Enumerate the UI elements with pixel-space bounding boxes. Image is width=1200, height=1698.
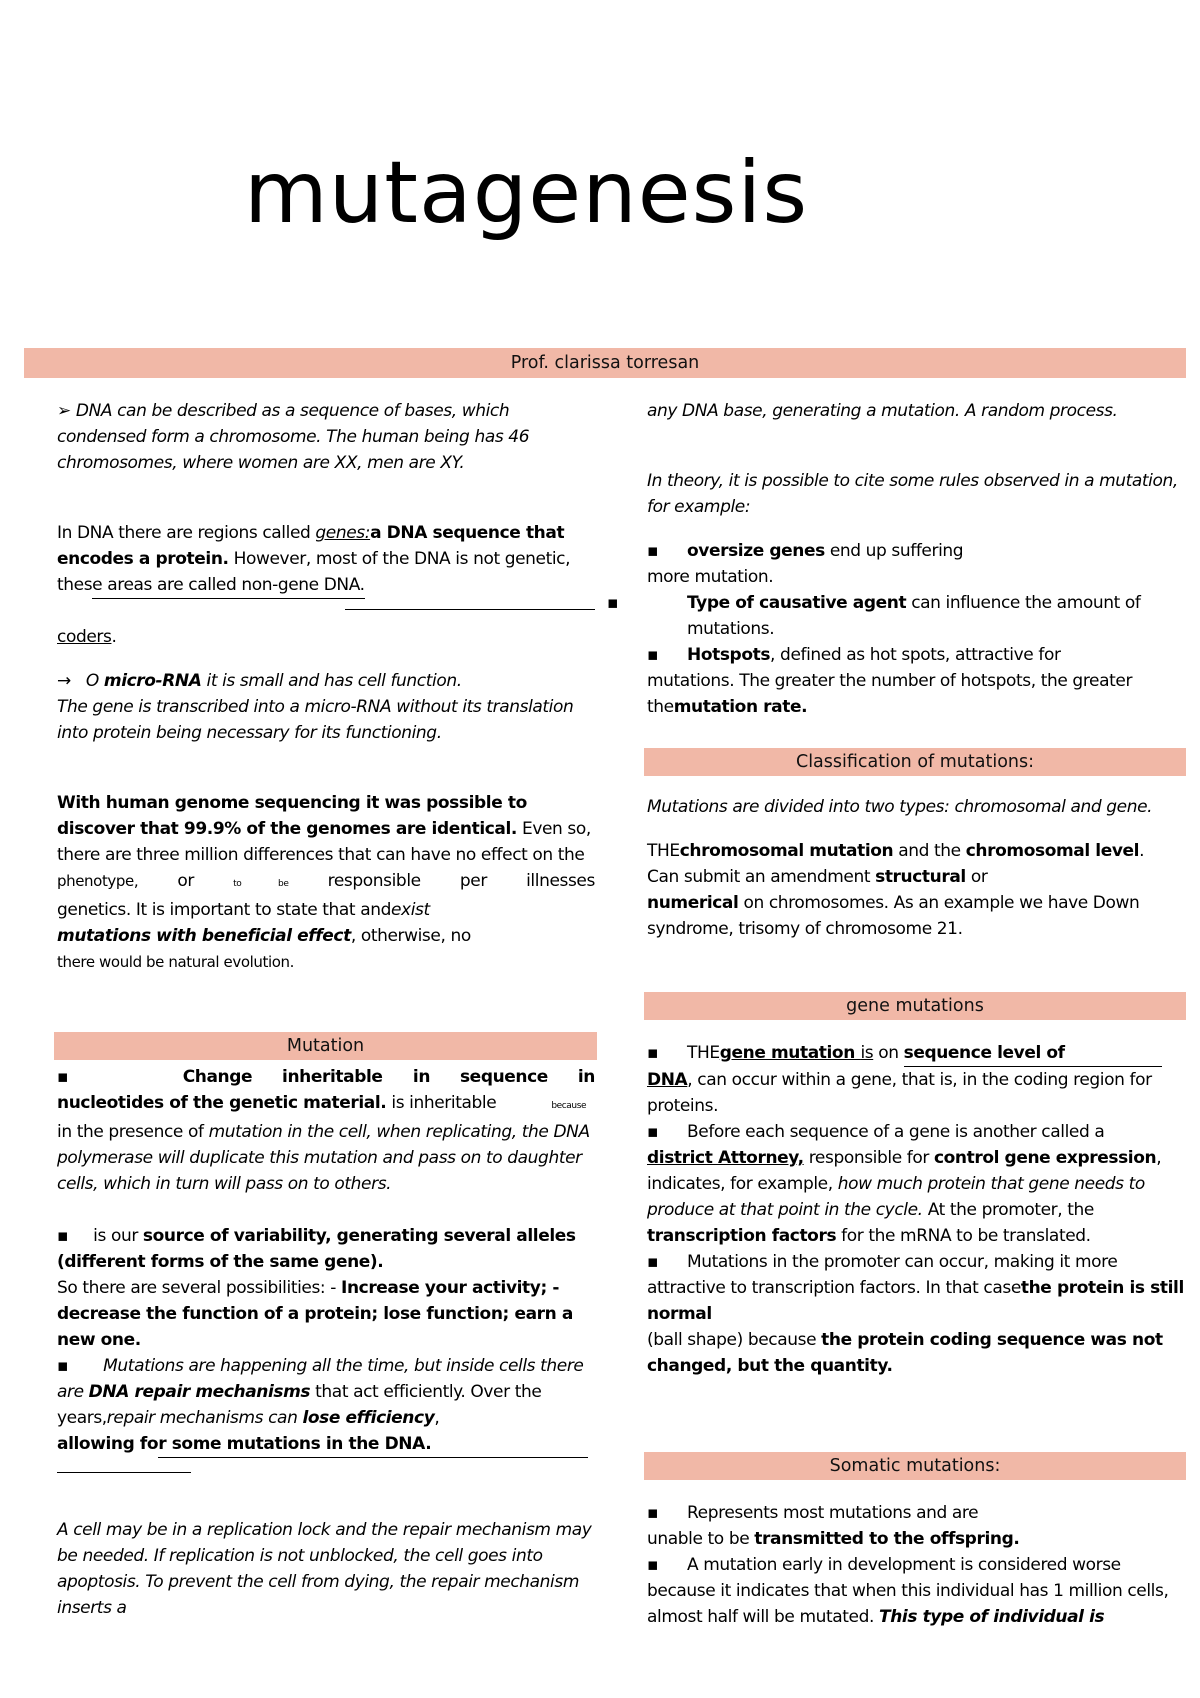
down-syndrome-text: on chromosomes. As an example we have Down syndrome, trisomy of chromosome 21. [647,893,1140,939]
dna-word: DNA [647,1070,688,1090]
some-mutations-text: r some mutations in the DNA. [158,1431,588,1458]
coders-dot: . [111,627,117,647]
genes-term: genes: [315,523,371,543]
repair-mechanisms-bold: DNA repair mechanisms [88,1382,311,1402]
unable-text: unable to be [647,1529,755,1549]
right-column [607,398,1185,720]
sequence-level-bold: sequence level of [904,1040,1162,1067]
represents-text: Represents most mutations and are [687,1503,979,1523]
before-sequence-text: Before each sequence of a gene is another called a [687,1122,1105,1142]
rule-bullet-1 [647,538,1185,590]
classification-band: Classification of mutations: [644,748,1186,776]
micro-rna-term: micro-RNA [103,671,202,691]
genes-text-a: In DNA there are regions called [57,523,316,543]
dna-intro-paragraph [57,398,595,476]
coding-sequence-bold: the protein coding sequence was not changed, but the quantity. [647,1330,1163,1376]
change-word: Change [182,1067,253,1087]
rule-bullet-2 [607,590,1185,642]
left-column-mutation [57,1064,595,1621]
somatic-mutations-band: Somatic mutations: [644,1452,1186,1480]
genes-text-d: e areas are called non-gene DNA. [92,572,365,599]
genome-justified-line [57,868,595,897]
gene-bullet-2 [647,1119,1185,1249]
the-prefix: THE [647,841,680,861]
coding-region-text: , can occur within a gene, that is, in the coding region for proteins. [647,1070,1152,1116]
inheritable-text: is inheritable [386,1093,497,1113]
mrna-text: for the mRNA to be translated. [836,1226,1091,1246]
mutation-band: Mutation [54,1032,597,1060]
mutation-bullet-3 [57,1353,595,1458]
square-bullet-icon: ▪ [607,593,619,613]
type-of-individual-bold: This type of individual is [879,1607,1105,1627]
comma: , [434,1408,440,1428]
genes-text-c: However, most of the DNA is not genetic, thes [57,549,571,595]
repair-text-b: that act efficiently. Over the years, [57,1382,542,1428]
gene-mutations-band: gene mutations [644,992,1186,1020]
chromosomal-level-bold: chromosomal level [965,841,1140,861]
replication-text: mutation in the cell, when replicating, the DNA polymerase will duplicate this mutation and pass on to daughter cells, which in turn will pass on to others. [57,1122,590,1194]
or-text: or [965,867,988,887]
rules-paragraph [647,468,1185,520]
and-the-text: and the [893,841,966,861]
responsible-word: responsible [327,871,421,891]
somatic-bullet-2 [647,1552,1185,1630]
rule-bullet-3 [647,642,1185,720]
square-bullet-icon: ▪ [647,1503,659,1523]
genome-paragraph [57,790,595,868]
causative-agent-text: can influence the amount of mutations. [687,593,1141,639]
square-bullet-icon: ▪ [647,541,659,561]
offspring-bold: transmitted to the offspring. [754,1529,1020,1549]
in-word: in [577,1067,595,1087]
right-column-somatic [647,1500,1185,1630]
sequence-word: sequence [459,1067,548,1087]
phenotype-word: phenotype, [57,872,139,890]
per-word: per [459,871,487,891]
possibilities-text: So there are several possibilities: - [57,1278,342,1298]
random-process-paragraph [647,398,1185,424]
ball-shape-text: (ball shape) because [647,1330,822,1350]
coders-term: coders [57,627,112,647]
square-bullet-icon: ▪ [647,1555,659,1575]
short-rule [57,1458,191,1473]
mutation-rate-bold: mutation rate. [673,697,808,717]
oversize-text-b: more mutation. [647,567,774,587]
variability-text: is our [93,1226,143,1246]
gene-mutation-bold: gene mutation [719,1043,861,1063]
oversize-text-a: end up suffering [824,541,964,561]
left-column [57,398,595,975]
square-bullet-icon: ▪ [57,1226,69,1246]
exist-word: exist [391,900,430,920]
genome-text-a: Even so, there are three million differences that can have no effect on the [57,819,591,865]
variability-bold: source of variability, generating several alleles (different forms of the same gene). [57,1226,576,1272]
genes-paragraph [57,520,595,599]
structural-bold: structural [875,867,966,887]
indicates-text: , indicates, for example, [647,1148,1162,1194]
is-word: is [860,1043,874,1063]
hotspots-text-a: , defined as hot spots, attractive for [770,645,1061,665]
page-title: mutagenesis [244,143,809,243]
early-development-text: A mutation early in development is considered worse because it indicates that when this individual has 1 million cells, almost half will be mutated. [647,1555,1169,1627]
right-arrow-icon: → [57,671,71,691]
underline-rule [345,599,595,610]
possibilities-bold: Increase your activity; - decrease the function of a protein; lose function; earn a new one. [57,1278,573,1350]
replication-lock-paragraph [57,1517,595,1621]
coders-paragraph [57,624,595,650]
nucleotides-bold: nucleotides of the genetic material. [57,1093,387,1113]
inheritable-word: inheritable in [282,1067,431,1087]
rules-text: In theory, it is possible to cite some rules observed in a mutation, for example: [647,471,1178,517]
types-text: Mutations are divided into two types: chromosomal and gene. [647,797,1153,817]
protein-normal-bold: the protein is still normal [647,1278,1184,1324]
promoter-text: At the promoter, the [922,1200,1094,1220]
responsible-text: responsible for [803,1148,934,1168]
mutation-bullet-1 [57,1090,595,1197]
micro-rna-text-a: O [85,671,104,691]
oversize-genes-bold: oversize genes [687,541,825,561]
square-bullet-icon: ▪ [647,1122,659,1142]
dna-intro-text: DNA can be described as a sequence of bases, which condensed form a chromosome. The human being has 46 chromosomes, where women are XX, men are XY. [57,401,530,473]
repair-text-c: repair mechanisms can [106,1408,303,1428]
square-bullet-icon: ▪ [647,645,659,665]
chromosomal-paragraph [647,838,1185,942]
hotspots-text-b: mutations. The greater the number of hotspots, the greater the [647,671,1133,717]
on-word: on [873,1043,904,1063]
to-be-word: to be [233,879,289,889]
mutation-bullet-2 [57,1223,595,1353]
presence-text: in the presence of [57,1122,209,1142]
period: . [1139,841,1145,861]
micro-rna-text-d: The gene is transcribed into a micro-RNA without its translation into protein being necessary for its functioning. [57,697,574,743]
genome-bold: With human genome sequencing it was possible to discover that 99.9% of the genomes are identical. [57,793,527,839]
author-band: Prof. clarissa torresan [24,348,1186,378]
right-column-classification [647,794,1185,942]
genes-definition: a DNA sequence that encodes a protein. [57,523,565,569]
gene-bullet-3 [647,1249,1185,1379]
transcription-factors-bold: transcription factors [647,1226,837,1246]
hotspots-bold: Hotspots [687,645,771,665]
or-word: or [177,871,194,891]
the-prefix: THE [687,1043,720,1063]
genome-paragraph-cont [57,897,595,975]
how-much-protein-text: how much protein that gene needs to produce at that point in the cycle. [647,1174,1145,1220]
amendment-text: Can submit an amendment [647,867,876,887]
genome-text-d: there would be natural evolution. [57,953,295,971]
genome-text-c: , otherwise, no [350,926,471,946]
district-attorney-bold: district Attorney, [647,1148,804,1168]
micro-rna-text-c: it is small and has cell function. [201,671,462,691]
causative-agent-bold: Type of causative agent [687,593,907,613]
mutation-bullet-1-line [57,1064,595,1090]
promoter-mutation-text: Mutations in the promoter can occur, making it more attractive to transcription factors. In that case [647,1252,1118,1298]
beneficial-mutations: mutations with beneficial effect [57,926,351,946]
numerical-bold: numerical [647,893,739,913]
replication-lock-text: A cell may be in a replication lock and the repair mechanism may be needed. If replication is not unblocked, the cell goes into apoptosis. To prevent the cell from dying, the repair mechanism inserts a [57,1520,592,1618]
arrow-bullet-icon: ➢ [57,401,71,421]
somatic-bullet-1 [647,1500,1185,1552]
random-process-text: any DNA base, generating a mutation. A random process. [647,401,1118,421]
types-paragraph [647,794,1185,820]
genome-text-b: genetics. It is important to state that and [57,900,391,920]
right-column-gene [647,1040,1185,1379]
chromosomal-mutation-bold: chromosomal mutation [679,841,894,861]
illnesses-word: illnesses [526,871,595,891]
square-bullet-icon: ▪ [647,1252,659,1272]
allowing-text: allowing fo [57,1434,159,1454]
gene-bullet-1 [647,1040,1185,1119]
square-bullet-icon: ▪ [647,1043,659,1063]
micro-rna-paragraph [57,668,595,746]
repair-text-a: Mutations are happening all the time, but inside cells there are [57,1356,584,1402]
square-bullet-icon: ▪ [57,1356,69,1376]
lose-efficiency-bold: lose efficiency [302,1408,435,1428]
square-bullet-icon: ▪ [57,1067,94,1087]
control-gene-expression-bold: control gene expression [933,1148,1157,1168]
because-word: because [551,1101,587,1111]
